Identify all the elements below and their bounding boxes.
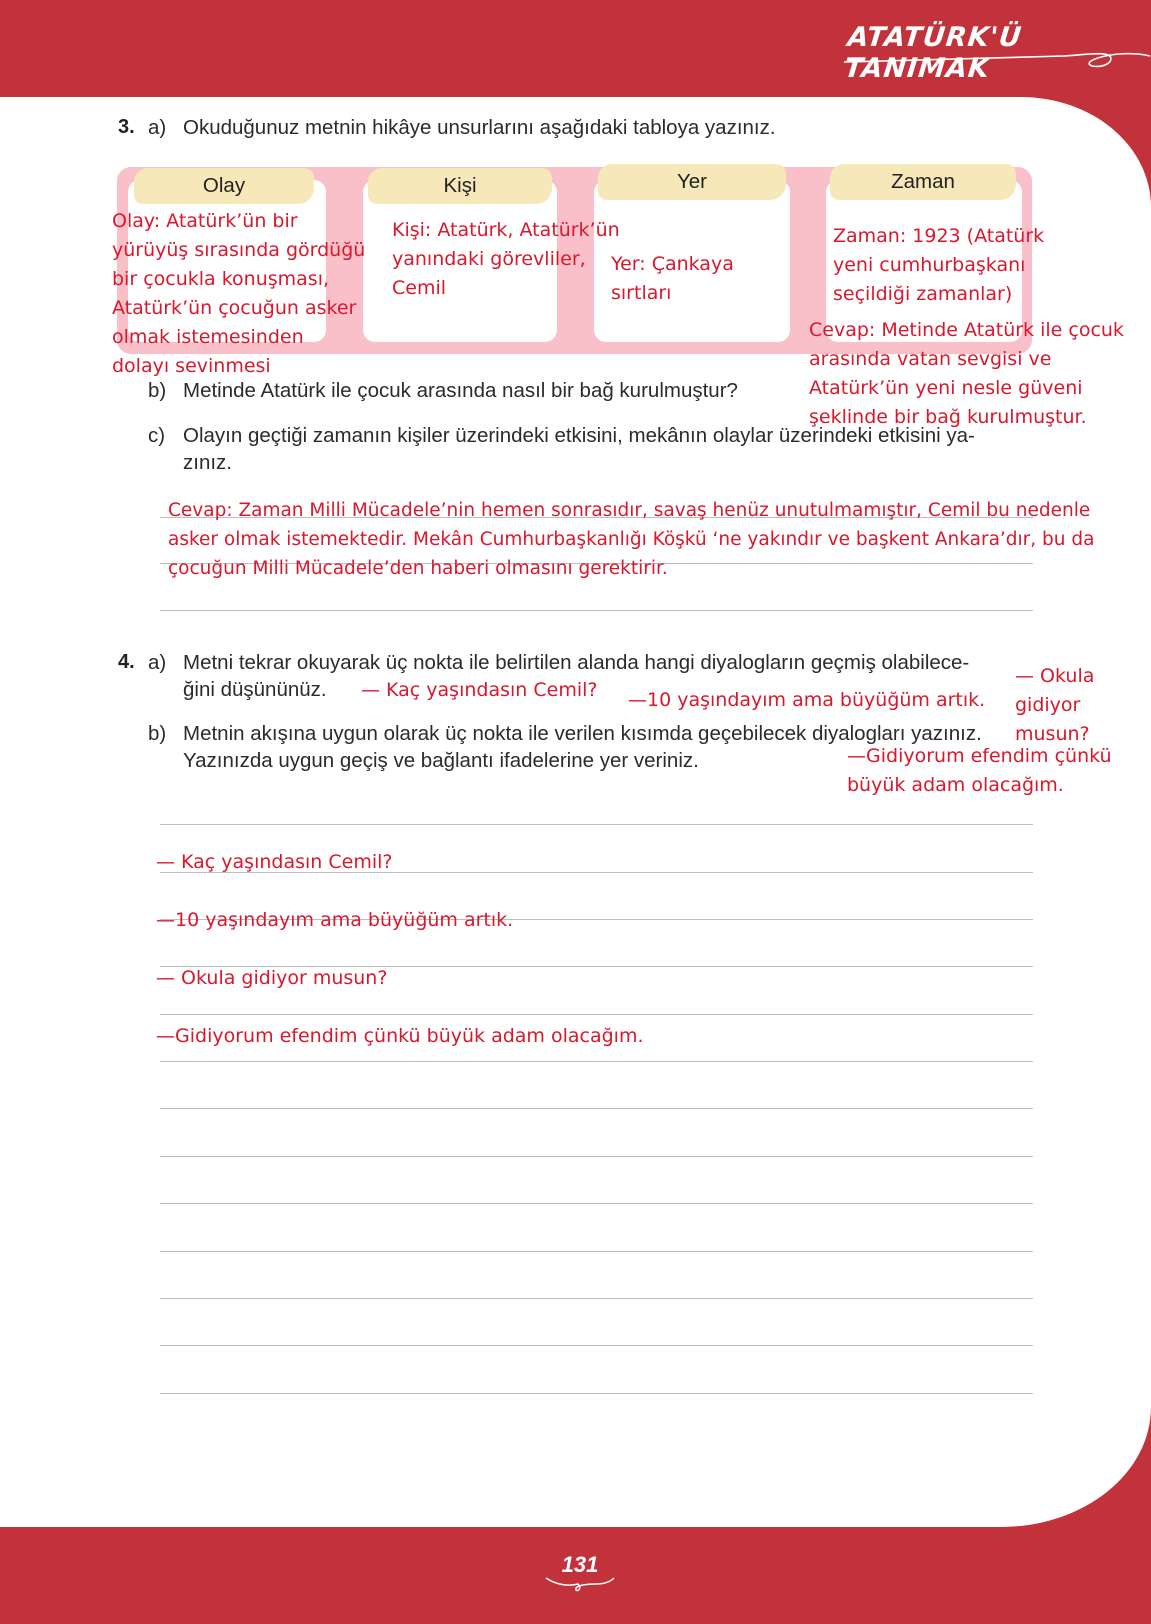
question-3c-text-line1: Olayın geçtiği zamanın kişiler üzerindeki etkisini, mekânın olaylar üzerindeki etkisini ya- (183, 424, 975, 447)
zaman-header: Zaman (830, 164, 1016, 200)
question-4a-text-line2: ğini düşününüz. (183, 678, 327, 701)
writing-line (160, 1108, 1033, 1109)
question-3c-label: c) (148, 424, 166, 447)
yer-answer: Yer: Çankaya sırtları (611, 253, 734, 304)
dialog-answer-4: —Gidiyorum efendim çünkü büyük adam olacağım. (847, 745, 1112, 796)
dialog-line-4: —Gidiyorum efendim çünkü büyük adam olacağım. (156, 1025, 644, 1047)
writing-line (160, 1251, 1033, 1252)
writing-line (160, 1203, 1033, 1204)
question-3-number: 3. (118, 116, 135, 138)
page-number: 131 (561, 1552, 599, 1577)
dialog-line-2: —10 yaşındayım ama büyüğüm artık. (156, 909, 514, 931)
dialog-line-3: — Okula gidiyor musun? (156, 967, 388, 989)
dialog-answer-3: — Okula gidiyor musun? (1015, 665, 1095, 745)
writing-line (160, 1393, 1033, 1394)
question-3b-answer: Cevap: Metinde Atatürk ile çocuk arasında vatan sevgisi ve Atatürk’ün yeni nesle güveni şeklinde bir bağ kurulmuştur. (809, 319, 1124, 428)
question-4b-text-line1: Metnin akışına uygun olarak üç nokta ile verilen kısımda geçebilecek diyalogları yazınız. (183, 722, 982, 745)
question-3c-text-line2: zınız. (183, 451, 232, 474)
writing-line (160, 824, 1033, 825)
kisi-header: Kişi (368, 168, 552, 204)
writing-line (160, 1345, 1033, 1346)
question-3a-text: Okuduğunuz metnin hikâye unsurlarını aşağıdaki tabloya yazınız. (183, 116, 776, 139)
brand-swash-icon (842, 44, 1151, 78)
zaman-answer: Zaman: 1923 (Atatürk yeni cumhurbaşkanı seçildiği zamanlar) (833, 225, 1045, 305)
kisi-answer: Kişi: Atatürk, Atatürk’ün yanındaki görevliler, Cemil (392, 219, 620, 299)
question-3a-label: a) (148, 116, 167, 139)
dialog-answer-2: —10 yaşındayım ama büyüğüm artık. (628, 689, 986, 711)
question-4a-label: a) (148, 651, 167, 674)
writing-line (160, 1156, 1033, 1157)
dialog-answer-1: — Kaç yaşındasın Cemil? (361, 679, 598, 701)
olay-answer: Olay: Atatürk’ün bir yürüyüş sırasında gördüğü bir çocukla konuşması, Atatürk’ün çocuğun asker olmak istemesinden dolayı sevinmesi (112, 210, 366, 377)
question-4a-text-line1: Metni tekrar okuyarak üç nokta ile belirtilen alanda hangi diyalogların geçmiş olabilece- (183, 651, 970, 674)
question-4b-text-line2: Yazınızda uygun geçiş ve bağlantı ifadelerine yer veriniz. (183, 749, 699, 772)
writing-line (160, 1061, 1033, 1062)
dialog-line-1: — Kaç yaşındasın Cemil? (156, 851, 393, 873)
question-4-number: 4. (118, 651, 135, 673)
question-3b-label: b) (148, 379, 167, 402)
yer-header: Yer (598, 164, 786, 200)
brand-title: ATATÜRK'Ü TANIMAK (842, 22, 1024, 84)
answer-line (160, 610, 1033, 611)
question-3b-text: Metinde Atatürk ile çocuk arasında nasıl bir bağ kurulmuştur? (183, 379, 738, 402)
question-3c-answer: Cevap: Zaman Milli Mücadele’nin hemen sonrasıdır, savaş henüz unutulmamıştır, Cemil bu nedenle asker olmak istemektedir. Mekân Cumhurbaşkanlığı Köşkü ‘ne yakındır ve başkent Ankara’dır, bu da çocuğun Milli Mücadele’den haberi olmasını gerektirir. (168, 500, 1095, 579)
olay-header: Olay (134, 168, 314, 204)
question-4b-label: b) (148, 722, 167, 745)
writing-line (160, 1014, 1033, 1015)
writing-line (160, 1298, 1033, 1299)
page-number-swash-icon (544, 1574, 616, 1594)
